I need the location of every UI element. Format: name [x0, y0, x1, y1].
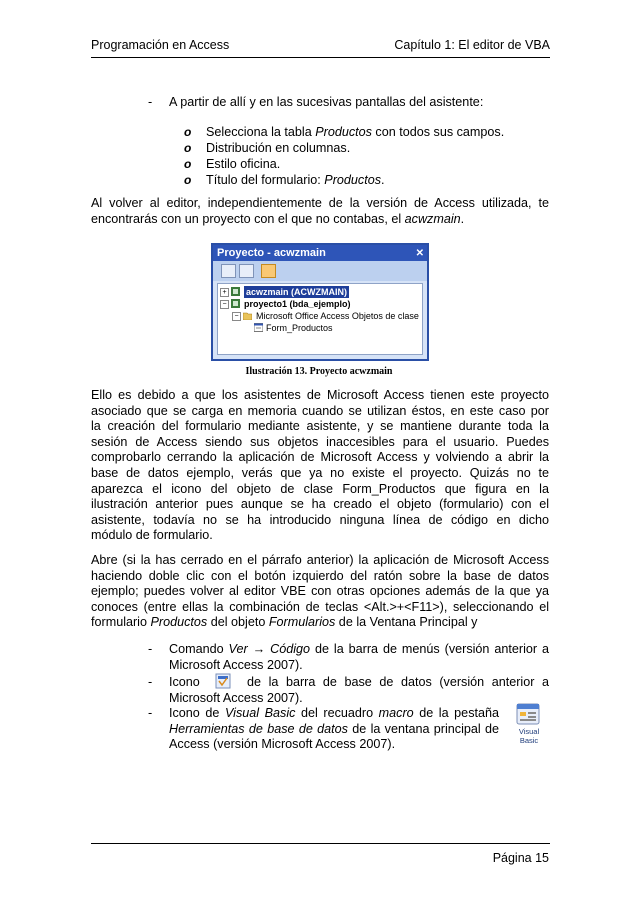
paragraph-line: Ello es debido a que los asistentes de Microsoft Access tienen este proyecto	[91, 388, 549, 402]
header-right: Capítulo 1: El editor de VBA	[394, 38, 550, 52]
option-line: Microsoft Access 2007).	[169, 690, 303, 705]
project-tree	[217, 283, 423, 355]
collapse-icon: −	[220, 300, 229, 309]
visual-basic-icon	[514, 702, 544, 746]
paragraph-line: asistente, todavía no se ha introducido ninguna línea de código en dicho	[91, 512, 549, 527]
paragraph-line: encontrarás con un proyecto con el que no contabas, el acwzmain.	[91, 211, 465, 226]
paragraph-line: la creación del formulario mediante asistente, y se mantiene durante toda la	[91, 419, 549, 434]
option-line: Comando Ver → Código de la barra de menús (versión anterior a	[169, 642, 549, 656]
paragraph-line: formulario Productos del objeto Formularios de la Ventana Principal y	[91, 615, 478, 630]
vba-project-icon	[231, 287, 240, 296]
intro-step: A partir de allí y en las sucesivas pantallas del asistente:	[169, 95, 484, 109]
option-line: Herramientas de base de datos de la ventana principal de	[169, 721, 500, 736]
bullet-o: o	[184, 125, 192, 139]
tree-item-label: acwzmain (ACWZMAIN)	[246, 287, 347, 297]
option-line: Access (versión Microsoft Access 2007).	[169, 737, 396, 752]
option-3	[169, 706, 499, 753]
header-rule	[91, 57, 550, 58]
sub-step: Selecciona la tabla Productos con todos sus campos.	[206, 125, 505, 139]
bullet-o: o	[184, 141, 192, 155]
form-icon	[254, 323, 263, 332]
paragraph-line: ilustración anterior pues aunque se ha creado el objeto (formulario) con el	[91, 497, 549, 512]
paragraph-1	[91, 196, 549, 227]
paragraph-line: sesión de Access siendo sus objetos inaccesibles para el usuario. Puedes	[91, 434, 549, 449]
tree-item-label: proyecto1 (bda_ejemplo)	[244, 299, 351, 309]
paragraph-line: conoces (entre ellas la combinación de teclas <Alt.>+<F11>), seleccionando el	[91, 599, 549, 614]
dash-bullet: -	[148, 706, 153, 720]
page-number: Página 15	[492, 851, 549, 865]
project-explorer-figure	[211, 243, 429, 361]
dash-bullet: -	[148, 95, 153, 109]
footer-rule	[91, 843, 550, 844]
paragraph-line: Al volver al editor, independientemente de la versión de Access utilizada, te	[91, 196, 549, 210]
option-1	[169, 642, 549, 673]
vba-project-icon	[231, 299, 240, 308]
tree-item-label: Microsoft Office Access Objetos de clase	[256, 311, 419, 321]
paragraph-2	[91, 388, 549, 544]
paragraph-line: base de datos ejemplo, verás que ya no existe el proyecto. Quizás no te	[91, 465, 549, 480]
sub-step: Estilo oficina.	[206, 157, 281, 171]
sub-step: Título del formulario: Productos.	[206, 173, 385, 187]
paragraph-line: aparezca el icono del objeto de clase Form_Productos que figura en la	[91, 481, 549, 496]
paragraph-line: ejemplo; puedes volver al editor VBE con otras opciones además de la que ya	[91, 584, 549, 599]
tree-item-label: Form_Productos	[266, 323, 333, 333]
toggle-folders-icon	[261, 264, 276, 278]
collapse-icon: −	[232, 312, 241, 321]
header-left: Programación en Access	[91, 38, 230, 52]
dash-bullet: -	[148, 642, 153, 656]
sub-step: Distribución en columnas.	[206, 141, 351, 155]
view-object-icon	[239, 264, 254, 278]
option-line: Icono de Visual Basic del recuadro macro de la pestaña	[169, 706, 499, 720]
project-explorer-titlebar	[213, 245, 427, 261]
option-line: Icono de la barra de base de datos (versión anterior a	[169, 675, 549, 689]
figure-caption: Ilustración 13. Proyecto acwzmain	[245, 366, 393, 377]
project-explorer-title: Proyecto - acwzmain	[217, 247, 326, 259]
folder-icon	[243, 311, 252, 320]
paragraph-line: asociado que se carga en memoria cuando se utilizan éstos, en este caso por	[91, 403, 549, 418]
paragraph-line: Abre (si la has cerrado en el párrafo anterior) la aplicación de Microsoft Access	[91, 553, 549, 567]
expand-icon: +	[220, 288, 229, 297]
view-code-icon	[221, 264, 236, 278]
option-line: Microsoft Access 2007).	[169, 657, 303, 672]
dash-bullet: -	[148, 675, 153, 689]
bullet-o: o	[184, 157, 192, 171]
paragraph-line: módulo de formulario.	[91, 528, 213, 543]
paragraph-3	[91, 553, 549, 631]
option-2	[169, 675, 549, 706]
project-explorer-toolbar	[213, 261, 427, 281]
paragraph-line: haciendo doble clic con el botón izquierdo del ratón sobre la base de datos	[91, 568, 549, 583]
code-editor-icon	[215, 673, 231, 689]
visual-basic-label: Visual Basic	[518, 727, 540, 745]
bullet-o: o	[184, 173, 192, 187]
close-icon: ✕	[415, 248, 424, 259]
paragraph-line: comprobarlo cerrando la aplicación de Microsoft Access y volviendo a abrir la	[91, 450, 549, 465]
